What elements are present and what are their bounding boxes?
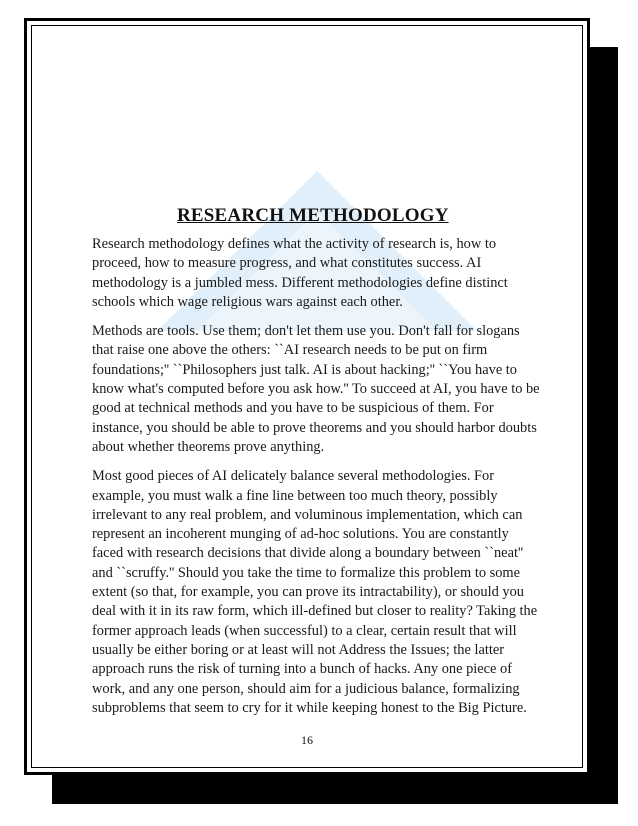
body-text [92, 235, 540, 728]
paragraph-1: Research methodology defines what the activity of research is, how to proceed, how to measure progress, and what constitutes success. AI methodology is a jumbled mess. Different methodologies define distinct schools which wage religious wars against each other. [92, 236, 508, 310]
page-title: RESEARCH METHODOLOGY [177, 205, 449, 226]
document-page [24, 18, 590, 775]
page-number: 16 [301, 733, 313, 747]
paragraph-3: Most good pieces of AI delicately balance several methodologies. For example, you must walk a fine line between too much theory, possibly irrelevant to any real problem, and voluminous implementation, which can represent an incoherent munging of ad-hoc solutions. You are constantly faced with research decisions that divide along a boundary between ``neat'' and ``scruffy.'' Should you take the time to formalize this problem to some extent (so that, for example, you can prove its intractability), or should you deal with it in its raw form, which ill-defined but closer to reality? Taking the former approach leads (when successful) to a clear, certain result that will usually be either boring or at least will not Address the Issues; the latter approach runs the risk of turning into a bunch of hacks. Any one piece of work, and any one person, should aim for a judicious balance, formalizing subproblems that seem to cry for it while keeping honest to the Big Picture. [92, 468, 538, 716]
paragraph-2: Methods are tools. Use them; don't let them use you. Don't fall for slogans that raise one above the others: ``AI research needs to be put on firm foundations;'' ``Philosophers just talk. AI is about hacking;'' ``You have to know what's computed before you ask how.'' To succeed at AI, you have to be good at technical methods and you have to be suspicious of them. For instance, you should be able to prove theorems and you should harbor doubts about whether theorems prove anything. [92, 323, 540, 455]
